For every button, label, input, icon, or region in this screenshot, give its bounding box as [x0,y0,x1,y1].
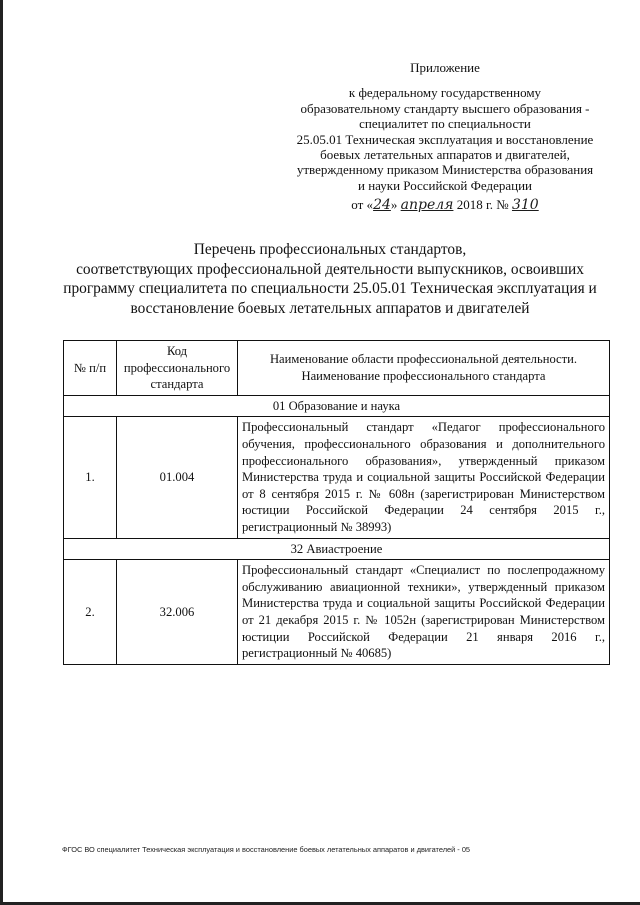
section-row [64,538,610,560]
title-line: восстановление боевых летательных аппаратов и двигателей [130,299,530,317]
appendix-line: образовательному стандарту высшего образования - [300,100,590,116]
row-description: Профессиональный стандарт «Специалист по послепродажному обслуживанию авиационной техники», утвержденный приказом Министерства труда и социальной защиты Российской Федерации от 21 декабря 2015 г. № 1052н (зарегистрирован Министерством юстиции Российской Федерации 21 января 2016 г., регистрационный № 40685) [238,560,610,665]
appendix-line: боевых летательных аппаратов и двигателей, [320,147,570,163]
handwritten-month: апреля [400,197,454,214]
handwritten-day: 24 [373,197,391,214]
table-row [64,560,610,665]
row-num: 2. [64,560,117,665]
appendix-block [280,60,610,214]
section-row [64,395,610,417]
table-header-row [64,341,610,396]
document-title [40,240,620,318]
header-num: № п/п [64,341,117,396]
title-line: соответствующих профессиональной деятельности выпускников, освоивших [76,260,584,278]
appendix-title: Приложение [410,60,480,75]
date-year: 2018 г. № [456,197,509,213]
standards-table [63,340,610,665]
appendix-line: к федеральному государственному [348,85,542,101]
page-footer: ФГОС ВО специалитет Техническая эксплуатация и восстановление боевых летательных аппаратов и двигателей - 05 [62,845,471,854]
page-left-edge [0,0,3,905]
appendix-line: утвержденному приказом Министерства образования [296,162,594,178]
title-line: программу специалитета по специальности 25.05.01 Техническая эксплуатация и [63,280,597,297]
header-code: Код профессионального стандарта [117,341,238,396]
date-prefix: от « [351,197,374,213]
date-mid: » [390,197,398,213]
appendix-line: 25.05.01 Техническая эксплуатация и восстановление [296,131,594,147]
title-line: Перечень профессиональных стандартов, [193,241,467,258]
section-title: 32 Авиастроение [64,538,610,560]
order-date-line [280,197,610,213]
table-row [64,417,610,538]
handwritten-order-number: 310 [511,197,539,214]
section-title: 01 Образование и наука [64,395,610,417]
row-code: 32.006 [117,560,238,665]
row-code: 01.004 [117,417,238,538]
appendix-line: специалитет по специальности [359,116,531,132]
appendix-line: и науки Российской Федерации [357,177,532,193]
row-description: Профессиональный стандарт «Педагог профессионального обучения, профессионального образования и дополнительного профессионального образования», утвержденный приказом Министерства труда и социальной защиты Российской Федерации от 8 сентября 2015 г. № 608н (зарегистрирован Министерством юстиции Российской Федерации 24 сентября 2015 г., регистрационный № 38993) [238,417,610,538]
row-num: 1. [64,417,117,538]
header-name: Наименование области профессиональной деятельности. Наименование профессионального стандарта [238,341,610,396]
